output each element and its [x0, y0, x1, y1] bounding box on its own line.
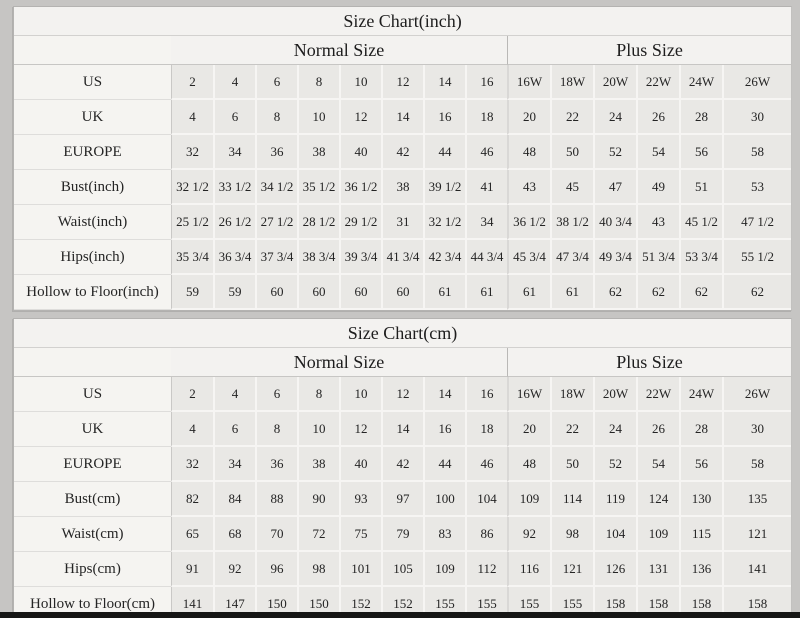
plus-size-header: Plus Size: [507, 36, 791, 65]
size-cell: 18: [465, 100, 507, 135]
size-cell: 47 1/2: [722, 205, 791, 240]
size-cell: 18W: [550, 377, 593, 412]
size-cell: 28: [679, 412, 722, 447]
band-corner-cell: [14, 348, 171, 377]
size-cell: 8: [255, 100, 297, 135]
size-cell: 150: [297, 587, 339, 618]
size-cell: 39 1/2: [423, 170, 465, 205]
bottom-edge-bar: [0, 612, 800, 618]
size-cell: 131: [636, 552, 679, 587]
size-cell: 2: [171, 377, 213, 412]
size-cell: 16: [423, 100, 465, 135]
size-cell: 121: [550, 552, 593, 587]
size-cell: 36 3/4: [213, 240, 255, 275]
size-cell: 44: [423, 447, 465, 482]
size-cell: 40: [339, 135, 381, 170]
size-cell: 92: [507, 517, 550, 552]
size-cell: 45 3/4: [507, 240, 550, 275]
size-cell: 22: [550, 100, 593, 135]
size-cell: 112: [465, 552, 507, 587]
size-cell: 12: [381, 65, 423, 100]
size-cell: 155: [423, 587, 465, 618]
size-cell: 16: [465, 65, 507, 100]
size-cell: 109: [507, 482, 550, 517]
size-table-row: [14, 100, 791, 135]
size-cell: 14: [381, 412, 423, 447]
size-cell: 38: [297, 447, 339, 482]
size-cell: 20W: [593, 65, 636, 100]
size-cell: 114: [550, 482, 593, 517]
size-table-row: [14, 65, 791, 100]
size-chart-inch-body: [14, 65, 791, 310]
size-cell: 6: [213, 412, 255, 447]
size-cell: 32: [171, 135, 213, 170]
size-cell: 12: [339, 412, 381, 447]
size-cell: 61: [423, 275, 465, 310]
size-chart-inch-table: [13, 6, 792, 311]
row-label: Hips(inch): [14, 240, 171, 275]
size-cell: 88: [255, 482, 297, 517]
size-cell: 82: [171, 482, 213, 517]
size-cell: 75: [339, 517, 381, 552]
size-cell: 44: [423, 135, 465, 170]
size-cell: 136: [679, 552, 722, 587]
size-cell: 59: [171, 275, 213, 310]
size-cell: 26: [636, 412, 679, 447]
size-cell: 24: [593, 100, 636, 135]
size-chart-cm-table: [13, 318, 792, 618]
size-cell: 33 1/2: [213, 170, 255, 205]
size-cell: 44 3/4: [465, 240, 507, 275]
size-cell: 60: [381, 275, 423, 310]
size-cell: 20W: [593, 377, 636, 412]
size-table-row: [14, 412, 791, 447]
size-cell: 79: [381, 517, 423, 552]
size-cell: 84: [213, 482, 255, 517]
size-cell: 105: [381, 552, 423, 587]
size-cell: 155: [507, 587, 550, 618]
size-cell: 30: [722, 100, 791, 135]
size-cell: 124: [636, 482, 679, 517]
size-cell: 40 3/4: [593, 205, 636, 240]
size-cell: 10: [297, 100, 339, 135]
size-cell: 16: [465, 377, 507, 412]
size-cell: 12: [381, 377, 423, 412]
size-cell: 38: [381, 170, 423, 205]
size-cell: 126: [593, 552, 636, 587]
size-cell: 42 3/4: [423, 240, 465, 275]
size-cell: 6: [255, 65, 297, 100]
size-cell: 2: [171, 65, 213, 100]
size-cell: 62: [636, 275, 679, 310]
size-cell: 119: [593, 482, 636, 517]
size-cell: 8: [297, 377, 339, 412]
size-cell: 24W: [679, 377, 722, 412]
size-table-row: [14, 135, 791, 170]
size-cell: 116: [507, 552, 550, 587]
row-label: UK: [14, 100, 171, 135]
size-cell: 39 3/4: [339, 240, 381, 275]
size-cell: 51: [679, 170, 722, 205]
size-cell: 135: [722, 482, 791, 517]
size-cell: 60: [339, 275, 381, 310]
size-cell: 16: [423, 412, 465, 447]
size-cell: 152: [381, 587, 423, 618]
row-label: US: [14, 377, 171, 412]
size-cell: 70: [255, 517, 297, 552]
size-cell: 54: [636, 135, 679, 170]
row-label: Hollow to Floor(inch): [14, 275, 171, 310]
size-cell: 56: [679, 135, 722, 170]
size-table-row: [14, 377, 791, 412]
size-cell: 72: [297, 517, 339, 552]
size-cell: 62: [722, 275, 791, 310]
size-cell: 55 1/2: [722, 240, 791, 275]
size-cell: 141: [171, 587, 213, 618]
size-cell: 130: [679, 482, 722, 517]
size-cell: 141: [722, 552, 791, 587]
size-cell: 53 3/4: [679, 240, 722, 275]
size-cell: 92: [213, 552, 255, 587]
size-cell: 14: [423, 65, 465, 100]
size-cell: 34: [213, 135, 255, 170]
size-table-row: [14, 205, 791, 240]
size-cell: 34: [465, 205, 507, 240]
size-cell: 53: [722, 170, 791, 205]
size-cell: 43: [507, 170, 550, 205]
size-cell: 41 3/4: [381, 240, 423, 275]
row-label: Hollow to Floor(cm): [14, 587, 171, 618]
row-label: Hips(cm): [14, 552, 171, 587]
table-title-row: [14, 7, 791, 36]
size-cell: 60: [297, 275, 339, 310]
size-cell: 42: [381, 135, 423, 170]
row-label: Waist(inch): [14, 205, 171, 240]
size-cell: 24: [593, 412, 636, 447]
size-cell: 28: [679, 100, 722, 135]
size-cell: 20: [507, 412, 550, 447]
size-cell: 30: [722, 412, 791, 447]
size-cell: 62: [593, 275, 636, 310]
size-cell: 32: [171, 447, 213, 482]
size-cell: 45: [550, 170, 593, 205]
size-cell: 98: [297, 552, 339, 587]
size-cell: 28 1/2: [297, 205, 339, 240]
size-cell: 56: [679, 447, 722, 482]
row-label: Bust(cm): [14, 482, 171, 517]
size-cell: 152: [339, 587, 381, 618]
size-cell: 26W: [722, 65, 791, 100]
size-table-row: [14, 275, 791, 310]
size-cell: 8: [297, 65, 339, 100]
size-cell: 104: [593, 517, 636, 552]
size-cell: 104: [465, 482, 507, 517]
size-cell: 58: [722, 447, 791, 482]
size-cell: 49 3/4: [593, 240, 636, 275]
size-cell: 49: [636, 170, 679, 205]
size-cell: 96: [255, 552, 297, 587]
size-cell: 12: [339, 100, 381, 135]
size-cell: 121: [722, 517, 791, 552]
size-cell: 54: [636, 447, 679, 482]
size-cell: 18W: [550, 65, 593, 100]
size-cell: 16W: [507, 65, 550, 100]
row-label: Waist(cm): [14, 517, 171, 552]
size-cell: 10: [339, 65, 381, 100]
size-cell: 29 1/2: [339, 205, 381, 240]
size-cell: 36 1/2: [339, 170, 381, 205]
size-cell: 109: [423, 552, 465, 587]
size-cell: 4: [171, 412, 213, 447]
size-chart-cm-body: [14, 377, 791, 618]
size-cell: 90: [297, 482, 339, 517]
size-cell: 4: [171, 100, 213, 135]
size-cell: 61: [465, 275, 507, 310]
size-cell: 61: [550, 275, 593, 310]
size-cell: 4: [213, 65, 255, 100]
size-cell: 36: [255, 447, 297, 482]
table-title-row: [14, 319, 791, 348]
size-cell: 27 1/2: [255, 205, 297, 240]
size-cell: 150: [255, 587, 297, 618]
size-cell: 46: [465, 135, 507, 170]
size-cell: 26 1/2: [213, 205, 255, 240]
size-cell: 83: [423, 517, 465, 552]
size-cell: 16W: [507, 377, 550, 412]
size-cell: 38 1/2: [550, 205, 593, 240]
size-cell: 41: [465, 170, 507, 205]
size-cell: 47 3/4: [550, 240, 593, 275]
row-label: UK: [14, 412, 171, 447]
size-cell: 32 1/2: [171, 170, 213, 205]
size-cell: 24W: [679, 65, 722, 100]
size-cell: 22W: [636, 65, 679, 100]
size-table-row: [14, 482, 791, 517]
size-cell: 35 3/4: [171, 240, 213, 275]
size-cell: 36: [255, 135, 297, 170]
section-band-row: [14, 348, 791, 377]
size-table-row: [14, 170, 791, 205]
size-cell: 109: [636, 517, 679, 552]
size-cell: 6: [255, 377, 297, 412]
size-cell: 86: [465, 517, 507, 552]
size-cell: 10: [297, 412, 339, 447]
size-cell: 48: [507, 447, 550, 482]
size-cell: 91: [171, 552, 213, 587]
normal-size-header: Normal Size: [171, 348, 507, 377]
size-cell: 155: [465, 587, 507, 618]
size-cell: 98: [550, 517, 593, 552]
size-cell: 4: [213, 377, 255, 412]
size-cell: 18: [465, 412, 507, 447]
size-cell: 22: [550, 412, 593, 447]
plus-size-header: Plus Size: [507, 348, 791, 377]
size-cell: 100: [423, 482, 465, 517]
row-label: EUROPE: [14, 447, 171, 482]
size-cell: 155: [550, 587, 593, 618]
size-cell: 38 3/4: [297, 240, 339, 275]
size-cell: 25 1/2: [171, 205, 213, 240]
size-table-row: [14, 552, 791, 587]
size-cell: 35 1/2: [297, 170, 339, 205]
size-cell: 101: [339, 552, 381, 587]
size-cell: 14: [423, 377, 465, 412]
size-cell: 14: [381, 100, 423, 135]
size-table-row: [14, 447, 791, 482]
size-cell: 46: [465, 447, 507, 482]
size-cell: 10: [339, 377, 381, 412]
size-cell: 37 3/4: [255, 240, 297, 275]
row-label: EUROPE: [14, 135, 171, 170]
size-cell: 158: [679, 587, 722, 618]
size-table-row: [14, 240, 791, 275]
band-corner-cell: [14, 36, 171, 65]
table-title: Size Chart(cm): [14, 319, 791, 348]
size-cell: 147: [213, 587, 255, 618]
size-chart-inch: [13, 6, 793, 311]
size-cell: 158: [722, 587, 791, 618]
size-cell: 22W: [636, 377, 679, 412]
size-cell: 68: [213, 517, 255, 552]
size-cell: 51 3/4: [636, 240, 679, 275]
size-table-row: [14, 517, 791, 552]
size-cell: 59: [213, 275, 255, 310]
size-cell: 40: [339, 447, 381, 482]
size-cell: 62: [679, 275, 722, 310]
size-cell: 32 1/2: [423, 205, 465, 240]
size-cell: 65: [171, 517, 213, 552]
size-cell: 58: [722, 135, 791, 170]
size-cell: 6: [213, 100, 255, 135]
size-cell: 52: [593, 447, 636, 482]
size-cell: 36 1/2: [507, 205, 550, 240]
size-cell: 97: [381, 482, 423, 517]
table-title: Size Chart(inch): [14, 7, 791, 36]
size-chart-cm: [13, 318, 793, 618]
size-cell: 48: [507, 135, 550, 170]
size-cell: 93: [339, 482, 381, 517]
size-cell: 31: [381, 205, 423, 240]
size-cell: 20: [507, 100, 550, 135]
size-cell: 38: [297, 135, 339, 170]
size-cell: 8: [255, 412, 297, 447]
size-cell: 43: [636, 205, 679, 240]
size-cell: 52: [593, 135, 636, 170]
size-cell: 45 1/2: [679, 205, 722, 240]
size-cell: 50: [550, 447, 593, 482]
size-cell: 158: [593, 587, 636, 618]
size-cell: 50: [550, 135, 593, 170]
size-cell: 34 1/2: [255, 170, 297, 205]
size-cell: 42: [381, 447, 423, 482]
size-cell: 61: [507, 275, 550, 310]
section-band-row: [14, 36, 791, 65]
size-cell: 47: [593, 170, 636, 205]
normal-size-header: Normal Size: [171, 36, 507, 65]
size-cell: 158: [636, 587, 679, 618]
size-cell: 34: [213, 447, 255, 482]
size-cell: 26W: [722, 377, 791, 412]
size-cell: 26: [636, 100, 679, 135]
row-label: Bust(inch): [14, 170, 171, 205]
size-cell: 60: [255, 275, 297, 310]
size-cell: 115: [679, 517, 722, 552]
row-label: US: [14, 65, 171, 100]
